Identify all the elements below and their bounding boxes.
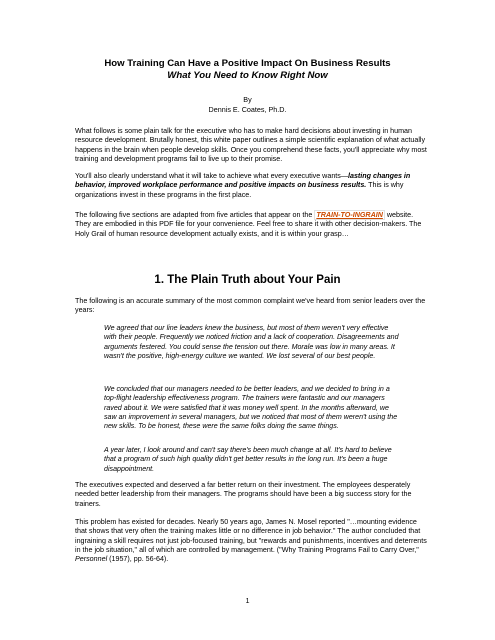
intro-paragraph-1: What follows is some plain talk for the executive who has to make hard decisions about investing in human resource development. Brutally honest, this white paper outlines a simple scientific explanation of what actually happens in the brain when people develop skills. Once you comprehend these facts, you'll appreciate why most training and development programs fail to live up to their promise. <box>75 127 427 163</box>
intro-p3-text: The following five sections are adapted from five articles that appear on the <box>75 211 315 219</box>
intro-p3-end: website. They are embodied in this PDF file for your convenience. Feel free to share it with other decision-makers. The Holy Grail of human resource development actually exists, and it is within your grasp… <box>75 211 422 238</box>
intro-p2-end: This is why organizations invest in these programs in the first place. <box>75 181 404 199</box>
mosel-text: This problem has existed for decades. Nearly 50 years ago, James N. Mosel reported "…mounting evidence that shows that very often the training makes little or no difference in job behavior." The author concluded that ingraining a skill requires not just job-focused training, but "rewards and punishments, incentives and deterrents in the job situation," all of which are controlled by management. ("Why Training Programs Fail to Carry Over," <box>75 518 427 554</box>
section-paragraph-mosel <box>75 518 427 564</box>
title-subtitle: What You Need to Know Right Now <box>167 70 328 81</box>
intro-p2-text: You'll also clearly understand what it will take to achieve what every executive wants— <box>75 172 348 180</box>
train-to-ingrain-link[interactable]: TRAIN-TO-INGRAIN <box>316 211 383 219</box>
section-lead: The following is an accurate summary of the most common complaint we've heard from senior leaders over the years: <box>75 297 426 315</box>
quote-paragraph-2: We concluded that our managers needed to be better leaders, and we decided to bring in a top-flight leadership effectiveness program. The trainers were fantastic and our managers raved about it. We were satisfied that it was money well spent. In the months afterward, we saw an improvement in several managers, but we noticed that most of them weren't using the new skills. To be honest, these were the same folks doing the same things. <box>104 385 398 431</box>
document-title <box>40 58 455 82</box>
quote-paragraph-3: A year later, I look around and can't say there's been much change at all. It's hard to believe that a program of such high quality didn't get better results in the long run. It's been a huge disappointment. <box>104 446 392 473</box>
intro-p2-emphasis: lasting changes in behavior, improved workplace performance and positive impacts on business results. <box>75 172 411 190</box>
quote-paragraph-1: We agreed that our line leaders knew the business, but most of them weren't very effective with their people. Frequently we noticed friction and a lack of cooperation. Disagreements and arguments festered. You could sense the tension out there. Morale was low in many areas. It wasn't the positive, high-energy culture we wanted. We lost several of our best people. <box>104 324 399 360</box>
intro-paragraph-2 <box>75 172 427 200</box>
page-number: 1 <box>245 596 250 605</box>
byline-by: By <box>243 95 252 104</box>
title-main: How Training Can Have a Positive Impact On Business Results <box>104 58 391 69</box>
section-heading: 1. The Plain Truth about Your Pain <box>154 274 341 286</box>
section-paragraph-after-quotes: The executives expected and deserved a far better return on their investment. The employees desperately needed better leadership from their managers. The programs should have been a big success story for the trainers. <box>75 481 412 508</box>
intro-paragraph-3 <box>75 211 427 239</box>
mosel-journal: Personnel <box>75 555 108 564</box>
byline-author: Dennis E. Coates, Ph.D. <box>208 105 287 114</box>
byline <box>40 95 455 115</box>
mosel-citation-end: (1957), pp. 56-64). <box>107 555 169 564</box>
